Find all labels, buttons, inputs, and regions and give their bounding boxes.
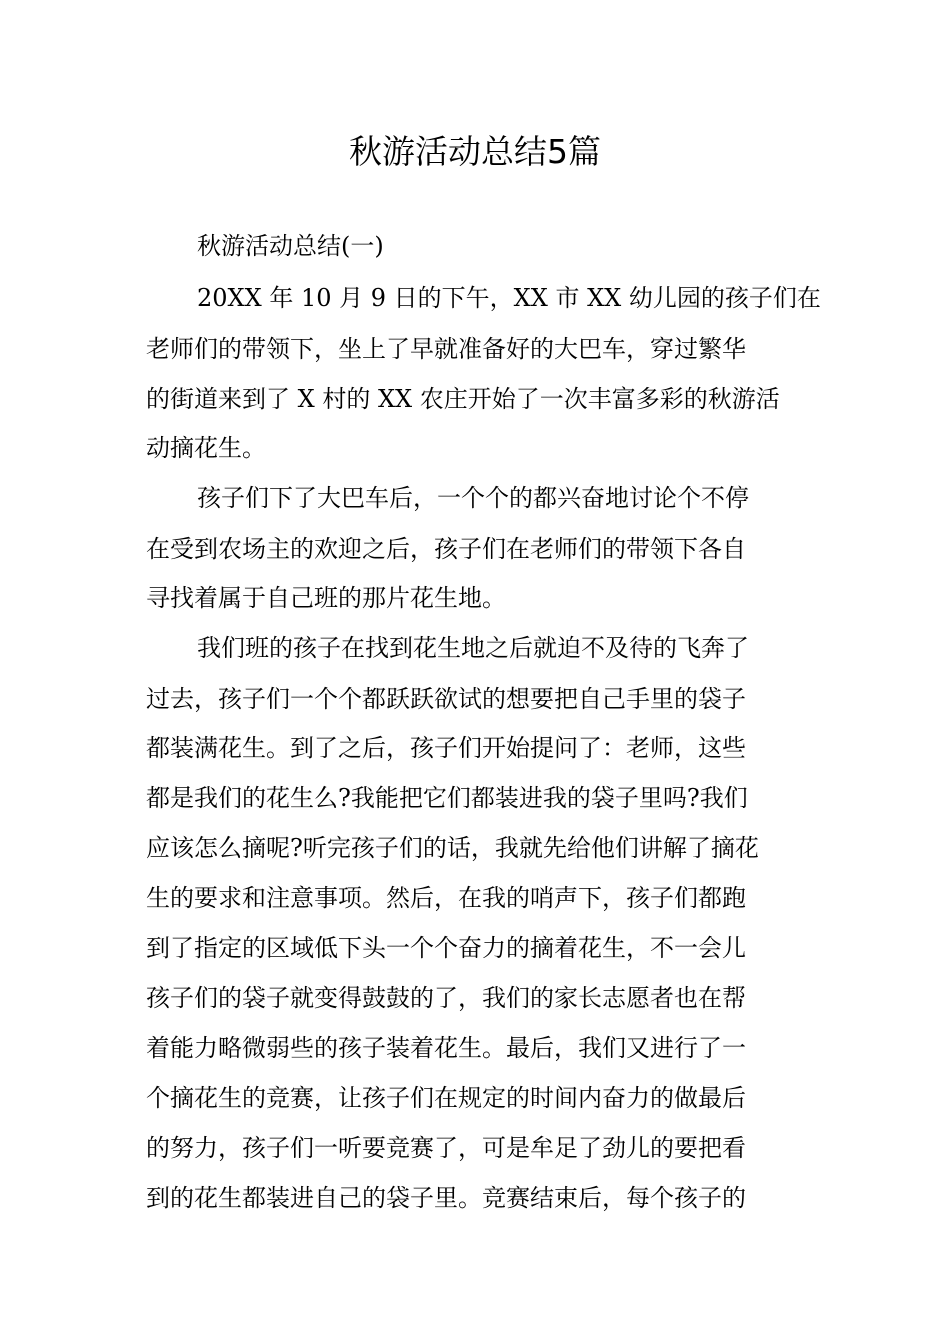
paragraph-line: 孩子们下了大巴车后，一个个的都兴奋地讨论个不停 xyxy=(197,484,749,512)
paragraph-line: 过去，孩子们一个个都跃跃欲试的想要把自己手里的袋子 xyxy=(146,685,746,713)
paragraph-line: 着能力略微弱些的孩子装着花生。最后，我们又进行了一 xyxy=(146,1034,746,1062)
paragraph-line: 的努力，孩子们一听要竞赛了，可是牟足了劲儿的要把看 xyxy=(146,1134,746,1162)
paragraph-line: 老师们的带领下，坐上了早就准备好的大巴车，穿过繁华 xyxy=(146,335,746,363)
paragraph-line: 都装满花生。到了之后，孩子们开始提问了：老师，这些 xyxy=(146,734,746,762)
paragraph-line: 孩子们的袋子就变得鼓鼓的了，我们的家长志愿者也在帮 xyxy=(146,984,746,1012)
document-title: 秋游活动总结5篇 xyxy=(349,132,601,171)
paragraph-line: 的街道来到了 X 村的 XX 农庄开始了一次丰富多彩的秋游活 xyxy=(146,385,780,413)
paragraph-line: 到了指定的区域低下头一个个奋力的摘着花生，不一会儿 xyxy=(146,934,746,962)
paragraph-line: 寻找着属于自己班的那片花生地。 xyxy=(146,584,506,612)
paragraph-line: 个摘花生的竞赛，让孩子们在规定的时间内奋力的做最后 xyxy=(146,1084,746,1112)
paragraph-line: 我们班的孩子在找到花生地之后就迫不及待的飞奔了 xyxy=(197,634,749,662)
paragraph-line: 动摘花生。 xyxy=(146,434,266,462)
paragraph-line: 生的要求和注意事项。然后，在我的哨声下，孩子们都跑 xyxy=(146,884,746,912)
section-heading: 秋游活动总结(一) xyxy=(197,232,384,260)
paragraph-line: 应该怎么摘呢?听完孩子们的话，我就先给他们讲解了摘花 xyxy=(146,834,759,862)
paragraph-line: 到的花生都装进自己的袋子里。竞赛结束后，每个孩子的 xyxy=(146,1184,746,1212)
paragraph-line: 都是我们的花生么?我能把它们都装进我的袋子里吗?我们 xyxy=(146,784,748,812)
paragraph-line: 20XX 年 10 月 9 日的下午，XX 市 XX 幼儿园的孩子们在 xyxy=(197,284,821,312)
paragraph-line: 在受到农场主的欢迎之后，孩子们在老师们的带领下各自 xyxy=(146,535,746,563)
